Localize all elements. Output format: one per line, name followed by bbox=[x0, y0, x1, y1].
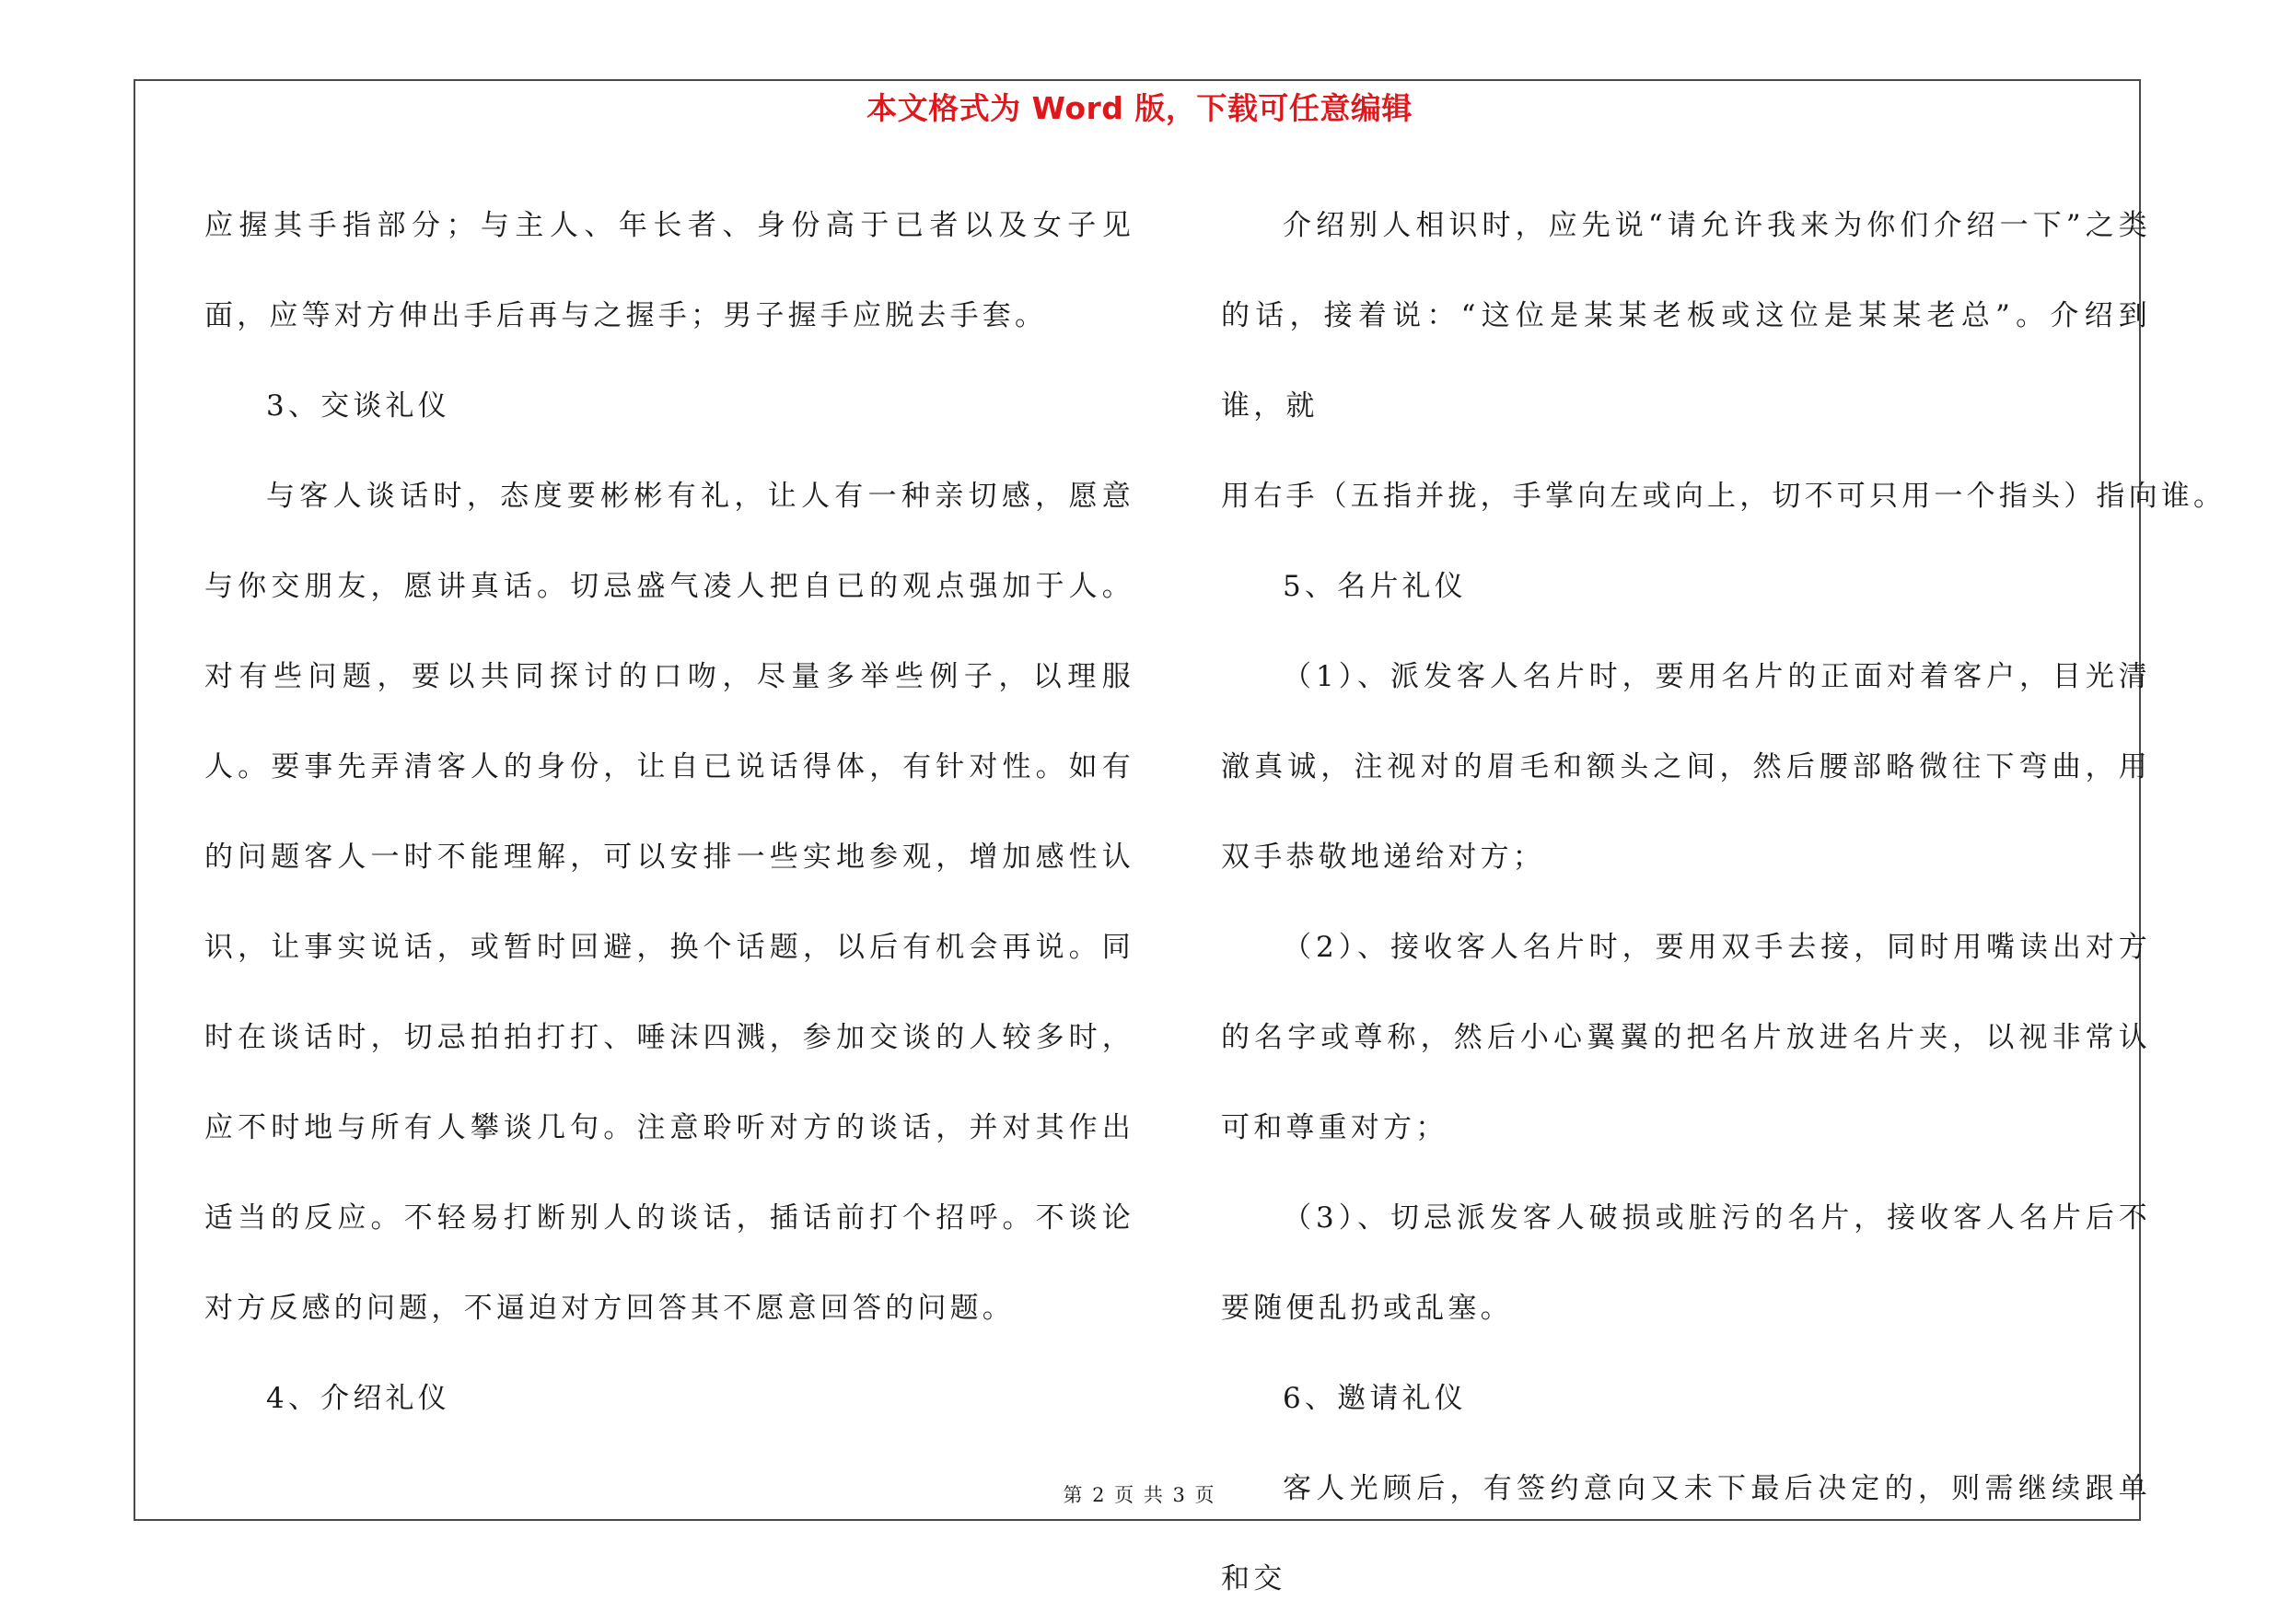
section-heading-conversation: 3、交谈礼仪 bbox=[266, 389, 450, 423]
paragraph-introduction-etiquette-last-line: 用右手（五指并拢，手掌向左或向上，切不可只用一个指头）指向谁。 bbox=[1221, 480, 2227, 513]
right-column bbox=[1221, 180, 2227, 1624]
section-heading-introduction: 4、介绍礼仪 bbox=[266, 1382, 450, 1415]
paragraph-card-receiving: （2）、接收客人名片时，要用双手去接，同时用嘴读出对方的名字或尊称，然后小心翼翼的把名片放进名片夹，以视非常认可和尊重对方； bbox=[1221, 931, 2151, 1144]
paragraph-invitation-etiquette: 客人光顾后，有签约意向又未下最后决定的，则需继续跟单和交 bbox=[1221, 1472, 2151, 1595]
paragraph-conversation-etiquette: 与客人谈话时，态度要彬彬有礼，让人有一种亲切感，愿意与你交朋友，愿讲真话。切忌盛气凌人把自已的观点强加于人。对有些问题，要以共同探讨的口吻，尽量多举些例子，以理服人。要事先弄清客人的身份，让自已说话得体，有针对性。如有的问题客人一时不能理解，可以安排一些实地参观，增加感性认识，让事实说话，或暂时回避，换个话题，以后有机会再说。同时在谈话时，切忌拍拍打打、唾沫四溅，参加交谈的人较多时，应不时地与所有人攀谈几句。注意聆听对方的谈话，并对其作出适当的反应。不轻易打断别人的谈话，插话前打个招呼。不谈论对方反感的问题，不逼迫对方回答其不愿意回答的问题。 bbox=[204, 480, 1134, 1325]
paragraph-handshake-etiquette: 应握其手指部分；与主人、年长者、身份高于已者以及女子见面，应等对方伸出手后再与之握手；男子握手应脱去手套。 bbox=[204, 209, 1134, 332]
paragraph-card-taboos: （3）、切忌派发客人破损或脏污的名片，接收客人名片后不要随便乱扔或乱塞。 bbox=[1221, 1201, 2151, 1325]
paragraph-card-giving: （1）、派发客人名片时，要用名片的正面对着客户，目光清澈真诚，注视对的眉毛和额头之间，然后腰部略微往下弯曲，用双手恭敬地递给对方； bbox=[1221, 660, 2151, 874]
page-number-footer: 第 2 页 共 3 页 bbox=[1063, 1484, 1216, 1506]
header-banner: 本文格式为 Word 版，下载可任意编辑 bbox=[866, 90, 1413, 126]
left-column bbox=[204, 180, 1134, 1444]
section-heading-invitation: 6、邀请礼仪 bbox=[1283, 1382, 1467, 1415]
paragraph-introduction-etiquette: 介绍别人相识时，应先说“请允许我来为你们介绍一下”之类的话，接着说：“这位是某某老板或这位是某某老总”。介绍到谁，就 bbox=[1221, 209, 2151, 423]
section-heading-business-card: 5、名片礼仪 bbox=[1283, 570, 1467, 603]
